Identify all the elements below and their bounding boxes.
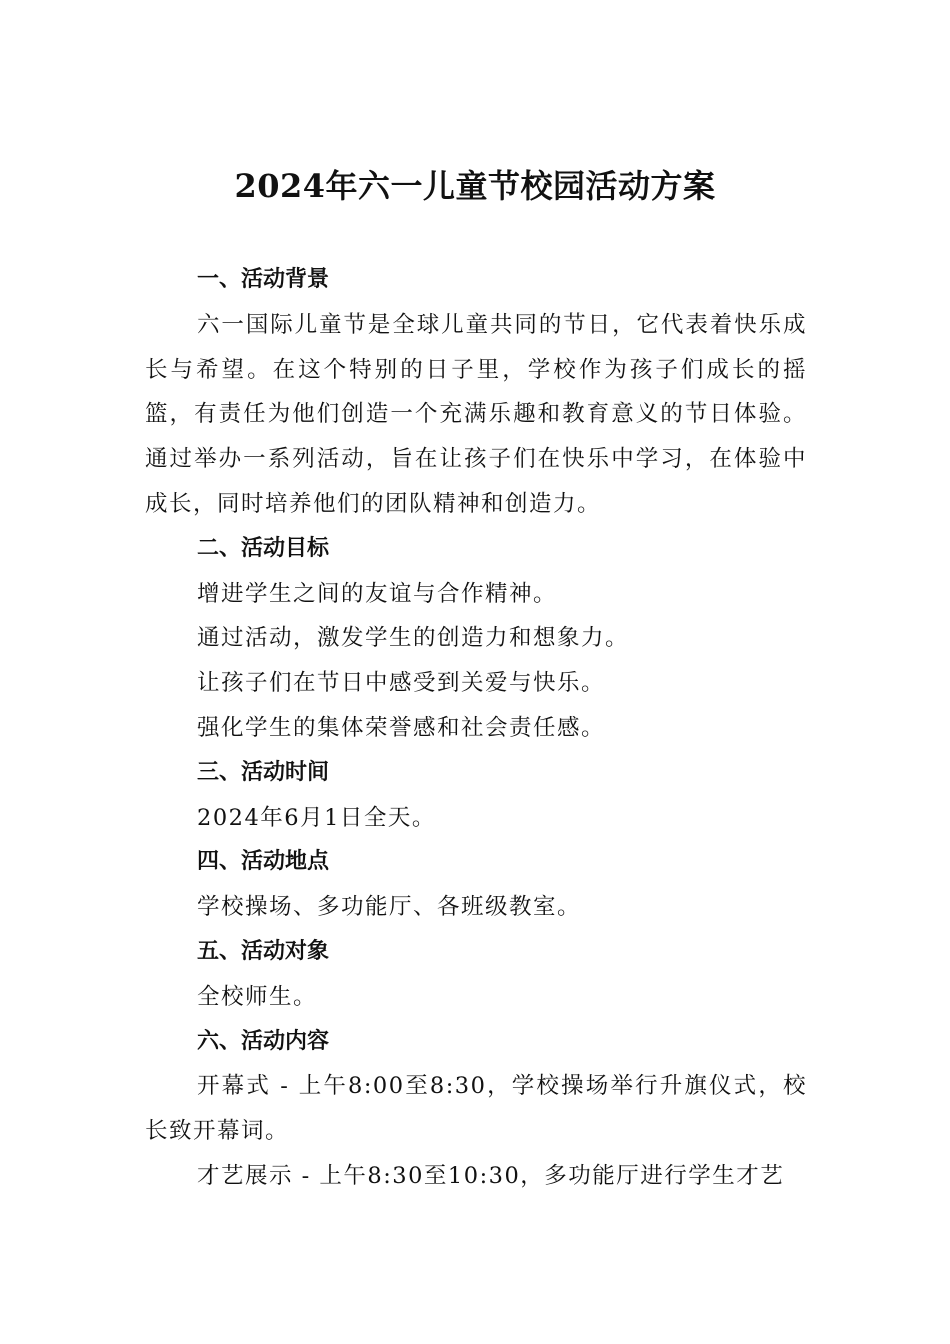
goal-item: 增进学生之间的友谊与合作精神。: [197, 580, 558, 607]
content-paragraph-talent: 才艺展示 - 上午8:30至10:30，多功能厅进行学生才艺: [197, 1162, 785, 1189]
section-heading-time: 三、活动时间: [197, 759, 330, 785]
location-text: 学校操场、多功能厅、各班级教室。: [197, 894, 582, 921]
section-heading-content: 六、活动内容: [197, 1028, 330, 1054]
content-paragraph-opening: 开幕式 - 上午8:00至8:30，学校操场举行升旗仪式，校长致开幕词。: [145, 1073, 807, 1145]
document-body: [145, 258, 807, 1199]
time-text: 2024年6月1日全天。: [197, 804, 436, 831]
background-paragraph: 六一国际儿童节是全球儿童共同的节日，它代表着快乐成长与希望。在这个特别的日子里，学校作为孩子们成长的摇篮，有责任为他们创造一个充满乐趣和教育意义的节日体验。通过举办一系列活动，旨在让孩子们在快乐中学习，在体验中成长，同时培养他们的团队精神和创造力。: [145, 311, 807, 517]
section-heading-audience: 五、活动对象: [197, 938, 330, 964]
goal-item: 通过活动，激发学生的创造力和想象力。: [197, 625, 630, 652]
section-heading-background: 一、活动背景: [197, 267, 330, 292]
goal-item: 让孩子们在节日中感受到关爱与快乐。: [197, 670, 606, 697]
section-heading-goals: 二、活动目标: [197, 535, 330, 561]
audience-text: 全校师生。: [197, 983, 318, 1010]
section-heading-location: 四、活动地点: [197, 849, 330, 875]
document-title: 2024年六一儿童节校园活动方案: [234, 167, 716, 205]
goal-item: 强化学生的集体荣誉感和社会责任感。: [197, 714, 606, 741]
